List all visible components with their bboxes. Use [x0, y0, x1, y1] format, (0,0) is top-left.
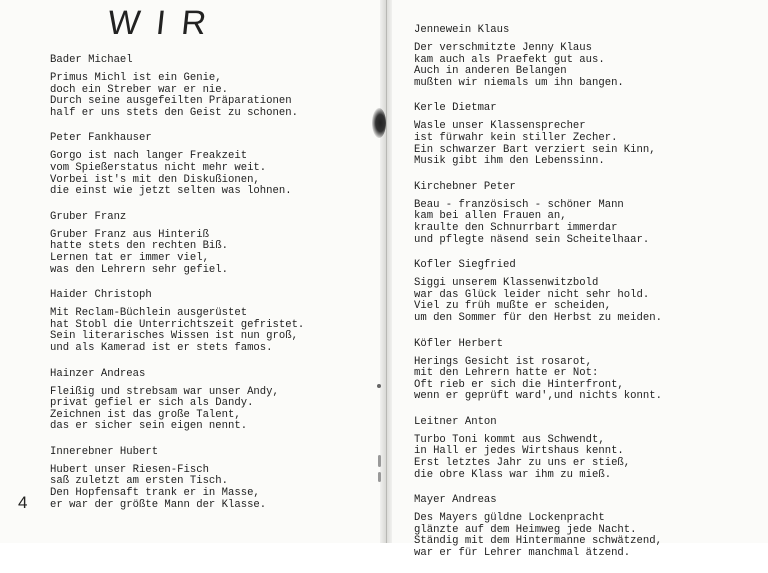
student-name: Köfler Herbert — [414, 337, 504, 350]
verse-line: war das Glück leider nicht sehr hold. — [414, 288, 650, 301]
verse-line: Auch in anderen Belangen — [414, 65, 567, 78]
verse-line: Hubert unser Riesen-Fisch — [50, 463, 209, 476]
verse-line: Ständig mit dem Hintermanne schwätzend, — [414, 535, 662, 548]
verse-line: war er für Lehrer manchmal ätzend. — [414, 547, 631, 560]
verse-line: kam auch als Praefekt gut aus. — [414, 53, 605, 66]
ink-blot — [372, 108, 386, 138]
verse-line: Durch seine ausgefeilten Präparationen — [50, 95, 292, 108]
verse-line: Musik gibt ihm den Lebenssinn. — [414, 155, 605, 168]
verse-line: und pflegte näsend sein Scheitelhaar. — [414, 233, 650, 246]
verse-line: Siggi unserem Klassenwitzbold — [414, 277, 599, 290]
verse-line: mußten wir niemals um ihn bangen. — [414, 76, 624, 89]
verse — [50, 73, 370, 119]
poem-entry — [414, 494, 734, 559]
verse-line: hat Stobl die Unterrichtszeit gefristet. — [50, 318, 305, 331]
verse-line: Beau - französisch - schöner Mann — [414, 198, 624, 211]
student-name: Peter Fankhauser — [50, 132, 152, 145]
poem-entry — [50, 368, 370, 433]
verse-line: Turbo Toni kommt aus Schwendt, — [414, 433, 605, 446]
left-page — [0, 0, 380, 543]
student-name: Hainzer Andreas — [50, 367, 146, 380]
poem-entry — [414, 259, 734, 324]
verse — [414, 513, 734, 559]
student-name: Mayer Andreas — [414, 494, 497, 507]
poem-entry — [50, 132, 370, 197]
page-number: 4 — [18, 493, 28, 512]
student-name: Kofler Siegfried — [414, 259, 516, 272]
verse — [414, 435, 734, 481]
verse-line: Fleißig und strebsam war unser Andy, — [50, 385, 279, 398]
verse — [414, 121, 734, 167]
ink-mark — [378, 455, 381, 467]
verse-line: Lernen tat er immer viel, — [50, 251, 209, 264]
verse-line: Ein schwarzer Bart verziert sein Kinn, — [414, 143, 656, 156]
verse-line: saß zuletzt am ersten Tisch. — [50, 475, 229, 488]
verse-line: er war der größte Mann der Klasse. — [50, 498, 267, 511]
poem-entry — [50, 446, 370, 511]
ink-mark — [378, 472, 381, 482]
verse-line: Wasle unser Klassensprecher — [414, 120, 586, 133]
verse-line: mit den Lehrern hatte er Not: — [414, 367, 599, 380]
verse — [414, 278, 734, 324]
verse-line: hatte stets den rechten Biß. — [50, 240, 229, 253]
student-name: Gruber Franz — [50, 210, 127, 223]
verse — [50, 151, 370, 197]
verse-line: Gruber Franz aus Hinteriß — [50, 228, 209, 241]
poem-entry — [414, 24, 734, 89]
student-name: Innerebner Hubert — [50, 445, 159, 458]
verse — [50, 387, 370, 433]
poem-entry — [414, 102, 734, 167]
student-name: Kirchebner Peter — [414, 180, 516, 193]
verse-line: vom Spießerstatus nicht mehr weit. — [50, 161, 267, 174]
left-column — [50, 54, 370, 524]
verse — [50, 230, 370, 276]
verse-line: und als Kamerad ist er stets famos. — [50, 341, 273, 354]
verse-line: doch ein Streber war er nie. — [50, 83, 229, 96]
poem-entry — [50, 211, 370, 276]
verse-line: Sein literarisches Wissen ist nun groß, — [50, 330, 298, 343]
verse-line: half er uns stets den Geist zu schonen. — [50, 106, 298, 119]
verse-line: die einst wie jetzt selten was lohnen. — [50, 185, 292, 198]
verse — [414, 357, 734, 403]
ink-dot — [377, 384, 381, 388]
poem-entry — [414, 416, 734, 481]
poem-entry — [414, 181, 734, 246]
verse-line: die obre Klass war ihm zu mieß. — [414, 468, 612, 481]
verse-line: glänzte auf dem Heimweg jede Nacht. — [414, 523, 637, 536]
verse-line: Der verschmitzte Jenny Klaus — [414, 42, 593, 54]
verse-line: Oft rieb er sich die Hinterfront, — [414, 378, 624, 391]
verse-line: Vorbei ist's mit den Diskußionen, — [50, 173, 260, 186]
student-name: Haider Christoph — [50, 289, 152, 302]
verse — [414, 200, 734, 246]
verse-line: wenn er geprüft ward',und nichts konnt. — [414, 390, 662, 403]
student-name: Leitner Anton — [414, 415, 497, 428]
verse — [50, 465, 370, 511]
verse-line: um den Sommer für den Herbst zu meiden. — [414, 311, 662, 324]
verse-line: das er sicher sein eigen nennt. — [50, 420, 248, 433]
verse-line: Zeichnen ist das große Talent, — [50, 408, 241, 421]
verse — [50, 308, 370, 354]
verse-line: Herings Gesicht ist rosarot, — [414, 355, 593, 368]
verse-line: ist fürwahr kein stiller Zecher. — [414, 131, 618, 144]
verse-line: privat gefiel er sich als Dandy. — [50, 397, 254, 410]
poem-entry — [414, 338, 734, 403]
verse-line: Primus Michl ist ein Genie, — [50, 72, 222, 84]
verse-line: kam bei allen Frauen an, — [414, 210, 567, 223]
verse-line: Den Hopfensaft trank er in Masse, — [50, 487, 260, 500]
student-name: Jennewein Klaus — [414, 24, 510, 36]
verse-line: Viel zu früh mußte er scheiden, — [414, 300, 612, 313]
verse-line: Mit Reclam-Büchlein ausgerüstet — [50, 307, 248, 320]
verse-line: kraulte den Schnurrbart immerdar — [414, 221, 618, 234]
page-title: WIR — [106, 4, 225, 42]
poem-entry — [50, 289, 370, 354]
verse-line: in Hall er jedes Wirtshaus kennt. — [414, 445, 624, 458]
right-column — [414, 24, 734, 573]
poem-entry — [50, 54, 370, 119]
verse-line: Gorgo ist nach langer Freakzeit — [50, 150, 248, 163]
verse — [414, 43, 734, 89]
verse-line: was den Lehrern sehr gefiel. — [50, 263, 229, 276]
fold-line — [386, 0, 387, 543]
student-name: Bader Michael — [50, 54, 133, 66]
student-name: Kerle Dietmar — [414, 102, 497, 115]
verse-line: Erst letztes Jahr zu uns er stieß, — [414, 457, 631, 470]
verse-line: Des Mayers güldne Lockenpracht — [414, 512, 605, 525]
